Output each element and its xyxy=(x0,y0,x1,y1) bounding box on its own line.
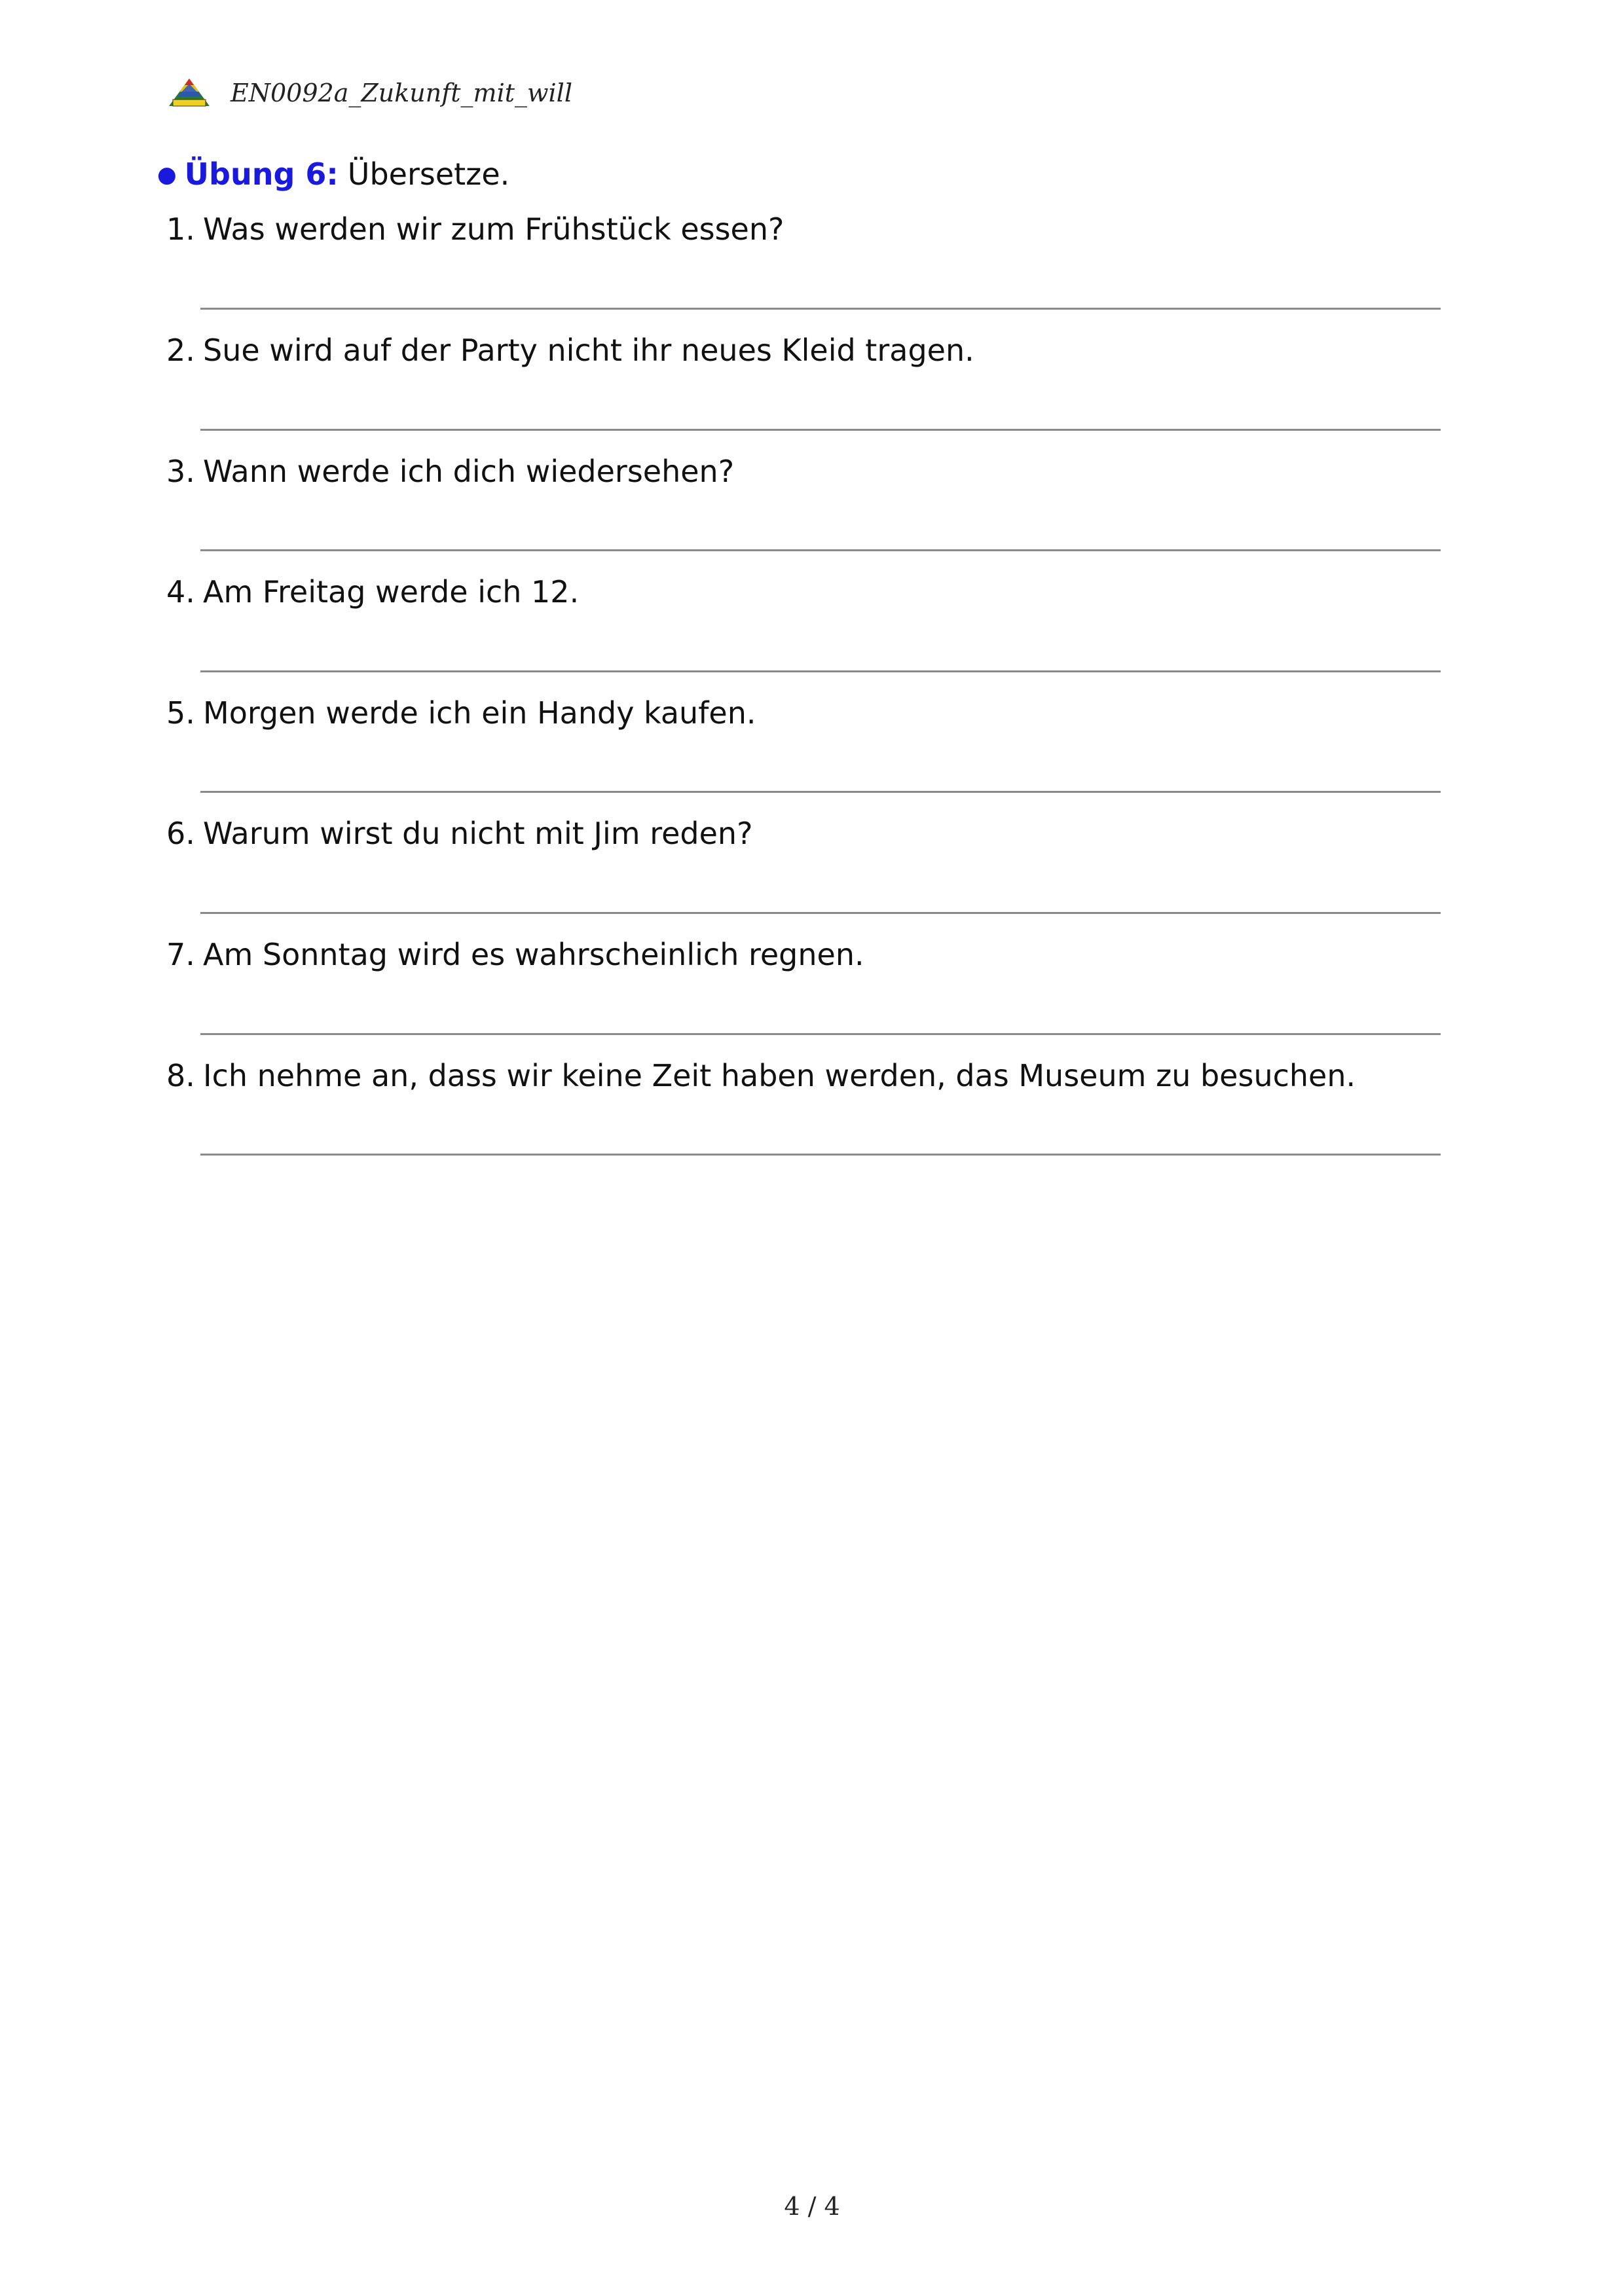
answer-line[interactable] xyxy=(200,912,1441,914)
item-number: 1. xyxy=(166,211,195,247)
item-text: Am Freitag werde ich 12. xyxy=(203,574,580,610)
item-text: Was werden wir zum Frühstück essen? xyxy=(203,211,784,247)
answer-line[interactable] xyxy=(200,670,1441,672)
document-title: EN0092a_Zukunft_mit_will xyxy=(231,79,572,107)
list-item xyxy=(166,331,974,370)
item-number: 4. xyxy=(166,574,195,610)
item-number: 7. xyxy=(166,937,195,972)
list-item xyxy=(166,935,864,974)
list-item xyxy=(166,210,784,249)
bullet-icon: ● xyxy=(157,162,177,188)
item-text: Sue wird auf der Party nicht ihr neues Kleid tragen. xyxy=(203,333,974,368)
item-text: Wann werde ich dich wiedersehen? xyxy=(203,454,735,489)
document-header xyxy=(168,73,572,113)
answer-line[interactable] xyxy=(200,791,1441,793)
item-number: 3. xyxy=(166,454,195,489)
item-text: Ich nehme an, dass wir keine Zeit haben werden, das Museum zu besuchen. xyxy=(203,1058,1356,1093)
list-item xyxy=(166,814,752,853)
item-number: 2. xyxy=(166,333,195,368)
list-item xyxy=(166,572,579,611)
answer-line[interactable] xyxy=(200,1033,1441,1035)
answer-line[interactable] xyxy=(200,1154,1441,1156)
mountain-logo-icon xyxy=(168,77,211,109)
exercise-heading xyxy=(157,155,509,194)
exercise-label: Übung 6: xyxy=(184,156,339,192)
item-text: Warum wirst du nicht mit Jim reden? xyxy=(203,816,753,851)
answer-line[interactable] xyxy=(200,308,1441,310)
exercise-instruction: Übersetze. xyxy=(347,156,510,192)
list-item xyxy=(166,693,756,733)
list-item xyxy=(166,452,734,491)
item-number: 6. xyxy=(166,816,195,851)
item-number: 8. xyxy=(166,1058,195,1093)
item-text: Morgen werde ich ein Handy kaufen. xyxy=(203,695,756,731)
list-item xyxy=(166,1056,1356,1095)
item-number: 5. xyxy=(166,695,195,731)
answer-line[interactable] xyxy=(200,549,1441,551)
page-number: 4 / 4 xyxy=(784,2192,840,2221)
item-text: Am Sonntag wird es wahrscheinlich regnen. xyxy=(203,937,864,972)
answer-line[interactable] xyxy=(200,429,1441,431)
